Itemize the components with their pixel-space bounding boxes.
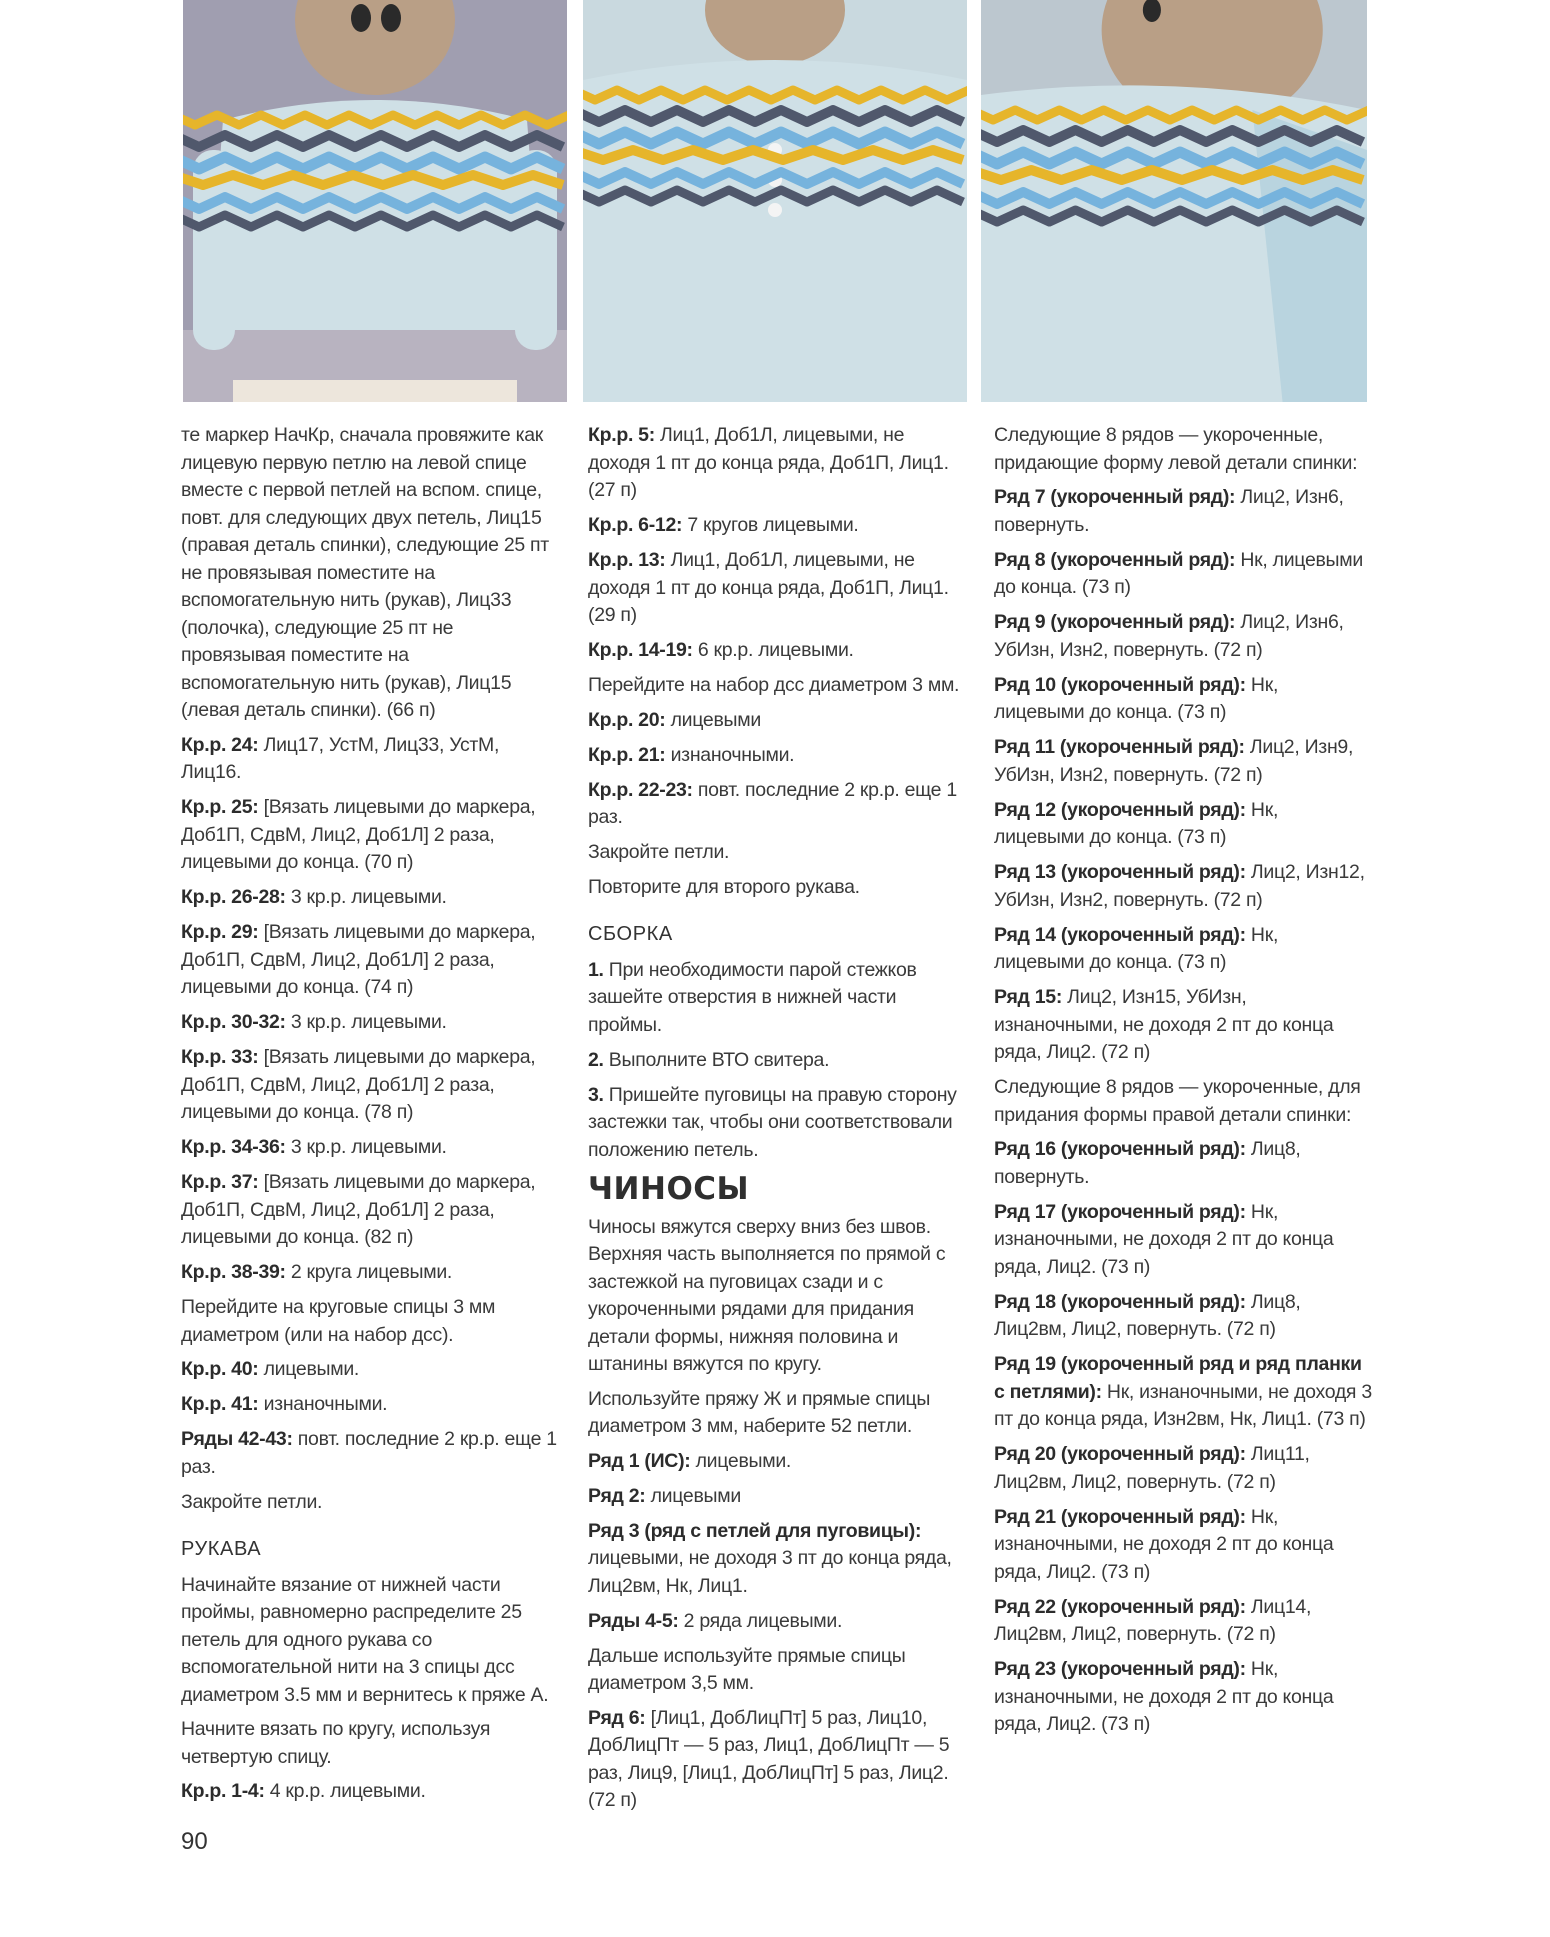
paragraph <box>588 1643 968 1698</box>
step-label: 1. <box>588 958 604 981</box>
step-label: Ряд 17 (укороченный ряд): <box>994 1200 1246 1223</box>
step-text: Нк, изнаночными, не доходя 2 пт до конца ряда, Лиц2. (73 п) <box>994 1200 1334 1278</box>
step-text: Лиц1, Доб1Л, лицевыми, не доходя 1 пт до конца ряда, Доб1П, Лиц1. (29 п) <box>588 549 949 626</box>
instruction-step <box>181 1259 557 1287</box>
instruction-step <box>994 859 1372 914</box>
step-text: Следующие 8 рядов — укороченные, придающие форму левой детали спинки: <box>994 424 1358 474</box>
instruction-step <box>588 1608 968 1636</box>
step-text: лицевыми. <box>690 1449 792 1472</box>
step-text: Нк, лицевыми до конца. (73 п) <box>994 673 1279 723</box>
step-label: Кр.р. 24: <box>181 733 259 756</box>
step-label: Ряд 8 (укороченный ряд): <box>994 548 1236 571</box>
step-text: повт. последние 2 кр.р. еще 1 раз. <box>588 778 957 828</box>
instruction-step <box>181 1426 557 1481</box>
paragraph <box>181 1716 557 1771</box>
step-text: изнаночными. <box>665 743 795 766</box>
step-label: Ряды 42-43: <box>181 1428 293 1450</box>
step-text: [Вязать лицевыми до маркера, Доб1П, СдвМ, Лиц2, Доб1Л] 2 раза, лицевыми до конца. (82 п) <box>181 1171 536 1248</box>
step-label: Кр.р. 33: <box>181 1046 259 1068</box>
instruction-step <box>994 797 1372 852</box>
instruction-step <box>588 957 968 1040</box>
step-text: Начните вязать по кругу, используя четвертую спицу. <box>181 1718 491 1768</box>
text-column-2 <box>588 422 968 1822</box>
instruction-step <box>588 1518 968 1601</box>
step-label: Кр.р. 30-32: <box>181 1011 286 1033</box>
step-text: повт. последние 2 кр.р. еще 1 раз. <box>181 1428 557 1478</box>
step-text: Нк, изнаночными, не доходя 2 пт до конца ряда, Лиц2. (73 п) <box>994 1505 1334 1583</box>
instruction-step <box>181 884 557 912</box>
instruction-step <box>994 1656 1372 1739</box>
instruction-step <box>994 1289 1372 1344</box>
step-text: Лиц2, Изн9, УбИзн, Изн2, повернуть. (72 п) <box>994 736 1354 786</box>
step-text: лицевыми <box>645 1484 741 1507</box>
instruction-step <box>588 512 968 540</box>
chapter-heading: ЧИНОСЫ <box>588 1171 750 1207</box>
step-text: Лиц2, Изн12, УбИзн, Изн2, повернуть. (72 п) <box>994 861 1365 911</box>
step-text: Нк, лицевыми до конца. (73 п) <box>994 923 1279 973</box>
instruction-step <box>588 422 968 505</box>
instruction-step <box>994 672 1372 727</box>
step-text: [Лиц1, ДобЛицПт] 5 раз, Лиц10, ДобЛицПт — 5 раз, Лиц1, ДобЛицПт — 5 раз, Лиц9, [Лиц1, ДобЛицПт] 5 раз, Лиц2. (72 п) <box>588 1706 950 1811</box>
step-label: Кр.р. 21: <box>588 743 666 766</box>
step-label: Ряд 2: <box>588 1484 646 1507</box>
step-text: Лиц14, Лиц2вм, Лиц2, повернуть. (72 п) <box>994 1595 1312 1645</box>
step-text: Используйте пряжу Ж и прямые спицы диаметром 3 мм, наберите 52 петли. <box>588 1387 931 1437</box>
step-label: Ряд 12 (укороченный ряд): <box>994 798 1246 821</box>
step-text: 6 кр.р. лицевыми. <box>692 639 854 661</box>
step-label: Кр.р. 38-39: <box>181 1261 286 1283</box>
step-text: Перейдите на круговые спицы 3 мм диаметром (или на набор дсс). <box>181 1296 496 1346</box>
step-label: Кр.р. 29: <box>181 921 259 943</box>
step-text: Начинайте вязание от нижней части проймы, равномерно распределите 25 петель для одного рукава со вспомогательной нити на 3 спицы дсс диаметром 3.5 мм и вернитесь к пряже А. <box>181 1573 549 1706</box>
step-label: Ряд 10 (укороченный ряд): <box>994 673 1246 696</box>
step-text: [Вязать лицевыми до маркера, Доб1П, СдвМ, Лиц2, Доб1Л] 2 раза, лицевыми до конца. (74 п) <box>181 921 536 998</box>
step-text: Перейдите на набор дсс диаметром 3 мм. <box>588 674 960 696</box>
step-label: Кр.р. 37: <box>181 1171 259 1193</box>
step-text: Лиц17, УстМ, Лиц33, УстМ, Лиц16. <box>181 733 500 783</box>
step-text: лицевыми <box>665 708 761 731</box>
instruction-step <box>588 637 968 665</box>
instruction-step <box>181 794 557 877</box>
step-label: Ряд 14 (укороченный ряд): <box>994 923 1246 946</box>
paragraph <box>181 422 557 725</box>
paragraph <box>588 874 968 902</box>
paragraph <box>181 1489 557 1517</box>
instruction-step <box>994 484 1372 539</box>
instruction-step <box>994 609 1372 664</box>
step-label: Кр.р. 13: <box>588 549 666 571</box>
page-number: 90 <box>181 1828 208 1855</box>
instruction-step <box>994 1351 1372 1434</box>
step-text: те маркер НачКр, сначала провяжите как лицевую первую петлю на левой спице вместе с первой петлей на вспом. спице, повт. для следующих двух петель, Лиц15 (правая деталь спинки), следующие 25 пт не провязывая поместите на вспомогательную нить (рукав), Лиц33 (полочка), следующие 25 пт не провязывая поместите на вспомогательную нить (рукав), Лиц15 (левая деталь спинки). (66 п) <box>181 424 549 721</box>
step-label: Ряд 22 (укороченный ряд): <box>994 1595 1246 1618</box>
paragraph <box>588 672 968 700</box>
step-label: Ряд 19 (укороченный ряд и ряд планки с петлями): <box>994 1353 1362 1403</box>
instruction-step <box>181 1356 557 1384</box>
step-label: Кр.р. 26-28: <box>181 886 286 908</box>
photo-back <box>583 0 967 402</box>
step-label: Ряд 3 (ряд с петлей для пуговицы): <box>588 1519 922 1542</box>
step-label: Ряд 18 (укороченный ряд): <box>994 1290 1246 1313</box>
step-text: Следующие 8 рядов — укороченные, для придания формы правой детали спинки: <box>994 1076 1361 1126</box>
step-text: Лиц2, Изн6, УбИзн, Изн2, повернуть. (72 п) <box>994 611 1344 661</box>
step-text: 2 ряда лицевыми. <box>678 1609 843 1632</box>
instruction-step <box>181 1169 557 1252</box>
step-text: Нк, изнаночными, не доходя 2 пт до конца ряда, Лиц2. (73 п) <box>994 1658 1334 1735</box>
paragraph <box>588 839 968 867</box>
instruction-step <box>181 919 557 1002</box>
instruction-step <box>994 1504 1372 1587</box>
step-text: Нк, изнаночными, не доходя 3 пт до конца ряда, Изн2вм, Нк, Лиц1. (73 п) <box>994 1380 1372 1430</box>
step-label: Ряд 9 (укороченный ряд): <box>994 611 1236 633</box>
paragraph <box>588 1386 968 1441</box>
section-heading: СБОРКА <box>588 923 673 945</box>
step-text: Повторите для второго рукава. <box>588 875 860 898</box>
step-text: Дальше используйте прямые спицы диаметром 3,5 мм. <box>588 1644 906 1694</box>
step-text: Лиц1, Доб1Л, лицевыми, не доходя 1 пт до конца ряда, Доб1П, Лиц1. (27 п) <box>588 424 949 501</box>
step-label: Кр.р. 1-4: <box>181 1780 265 1802</box>
step-label: Ряд 21 (укороченный ряд): <box>994 1505 1246 1528</box>
step-text: 7 кругов лицевыми. <box>682 514 859 536</box>
step-label: Кр.р. 41: <box>181 1393 259 1415</box>
step-label: 2. <box>588 1048 604 1071</box>
step-text: Выполните ВТО свитера. <box>603 1048 830 1071</box>
instruction-step <box>588 547 968 630</box>
instruction-step <box>994 1136 1372 1191</box>
step-text: Лиц8, Лиц2вм, Лиц2, повернуть. (72 п) <box>994 1290 1301 1340</box>
step-label: Кр.р. 6-12: <box>588 514 683 536</box>
photo-side <box>981 0 1367 402</box>
section-heading: РУКАВА <box>181 1538 262 1560</box>
step-text: Лиц2, Изн6, повернуть. <box>994 486 1344 536</box>
step-label: Ряд 20 (укороченный ряд): <box>994 1443 1246 1465</box>
instruction-step <box>181 1009 557 1037</box>
step-label: Кр.р. 5: <box>588 424 655 446</box>
paragraph <box>181 1294 557 1349</box>
step-text: лицевыми, не доходя 3 пт до конца ряда, Лиц2вм, Нк, Лиц1. <box>588 1547 952 1597</box>
step-text: Закройте петли. <box>588 841 730 863</box>
step-text: 3 кр.р. лицевыми. <box>285 1136 447 1158</box>
instruction-step <box>588 742 968 770</box>
instruction-step <box>994 1594 1372 1649</box>
step-label: Ряд 23 (укороченный ряд): <box>994 1658 1246 1680</box>
instruction-step <box>994 547 1372 602</box>
step-label: Ряд 1 (ИС): <box>588 1449 691 1472</box>
step-label: Кр.р. 22-23: <box>588 778 693 801</box>
instruction-step <box>181 1134 557 1162</box>
step-label: Ряд 15: <box>994 986 1063 1008</box>
paragraph <box>994 1074 1372 1129</box>
paragraph <box>994 422 1372 477</box>
step-text: 2 круга лицевыми. <box>285 1261 453 1283</box>
step-label: Ряды 4-5: <box>588 1609 679 1632</box>
instruction-step <box>588 777 968 832</box>
step-text: Лиц8, повернуть. <box>994 1138 1301 1188</box>
paragraph <box>588 1214 968 1379</box>
step-label: Ряд 13 (укороченный ряд): <box>994 861 1246 883</box>
instruction-step <box>181 1391 557 1419</box>
paragraph <box>181 1572 557 1710</box>
instruction-step <box>181 1044 557 1127</box>
instruction-step <box>994 1441 1372 1496</box>
instruction-step <box>994 984 1372 1067</box>
instruction-step <box>588 1448 968 1476</box>
step-label: Ряд 11 (укороченный ряд): <box>994 736 1245 758</box>
step-label: Кр.р. 14-19: <box>588 639 693 661</box>
step-text: лицевыми. <box>258 1358 360 1380</box>
instruction-step <box>994 922 1372 977</box>
step-label: Ряд 7 (укороченный ряд): <box>994 486 1236 508</box>
instruction-step <box>588 1705 968 1815</box>
step-text: изнаночными. <box>258 1393 388 1415</box>
step-text: Нк, лицевыми до конца. (73 п) <box>994 548 1363 598</box>
step-text: Чиносы вяжутся сверху вниз без швов. Верхняя часть выполняется по прямой с застежкой на пуговицах сзади и с укороченными рядами для придания детали формы, нижняя половина и штанины вяжутся по кругу. <box>588 1215 946 1375</box>
text-column-1 <box>181 422 557 1813</box>
step-text: Лиц11, Лиц2вм, Лиц2, повернуть. (72 п) <box>994 1443 1310 1493</box>
instruction-step <box>181 732 557 787</box>
step-text: [Вязать лицевыми до маркера, Доб1П, СдвМ, Лиц2, Доб1Л] 2 раза, лицевыми до конца. (70 п) <box>181 796 536 873</box>
instruction-step <box>181 1778 557 1806</box>
step-text: 3 кр.р. лицевыми. <box>285 886 447 908</box>
step-text: Пришейте пуговицы на правую сторону застежки так, чтобы они соответствовали положению петель. <box>588 1083 957 1161</box>
instruction-step <box>588 1047 968 1075</box>
step-text: При необходимости парой стежков зашейте отверстия в нижней части проймы. <box>588 958 917 1036</box>
step-label: Кр.р. 20: <box>588 708 666 731</box>
step-label: 3. <box>588 1083 604 1106</box>
step-text: Лиц2, Изн15, УбИзн, изнаночными, не доходя 2 пт до конца ряда, Лиц2. (72 п) <box>994 986 1334 1063</box>
step-label: Ряд 6: <box>588 1706 646 1729</box>
photo-front <box>183 0 567 402</box>
step-label: Кр.р. 25: <box>181 796 259 818</box>
step-text: Нк, лицевыми до конца. (73 п) <box>994 798 1279 848</box>
text-column-3 <box>994 422 1372 1746</box>
instruction-step <box>588 1082 968 1165</box>
instruction-step <box>588 707 968 735</box>
step-label: Кр.р. 40: <box>181 1358 259 1380</box>
instruction-step <box>588 1483 968 1511</box>
step-label: Ряд 16 (укороченный ряд): <box>994 1138 1246 1160</box>
step-text: 4 кр.р. лицевыми. <box>264 1780 426 1802</box>
instruction-step <box>994 734 1372 789</box>
instruction-step <box>994 1199 1372 1282</box>
step-label: Кр.р. 34-36: <box>181 1136 286 1158</box>
step-text: [Вязать лицевыми до маркера, Доб1П, СдвМ, Лиц2, Доб1Л] 2 раза, лицевыми до конца. (78 п) <box>181 1046 536 1123</box>
step-text: Закройте петли. <box>181 1490 323 1513</box>
step-text: 3 кр.р. лицевыми. <box>285 1011 447 1033</box>
